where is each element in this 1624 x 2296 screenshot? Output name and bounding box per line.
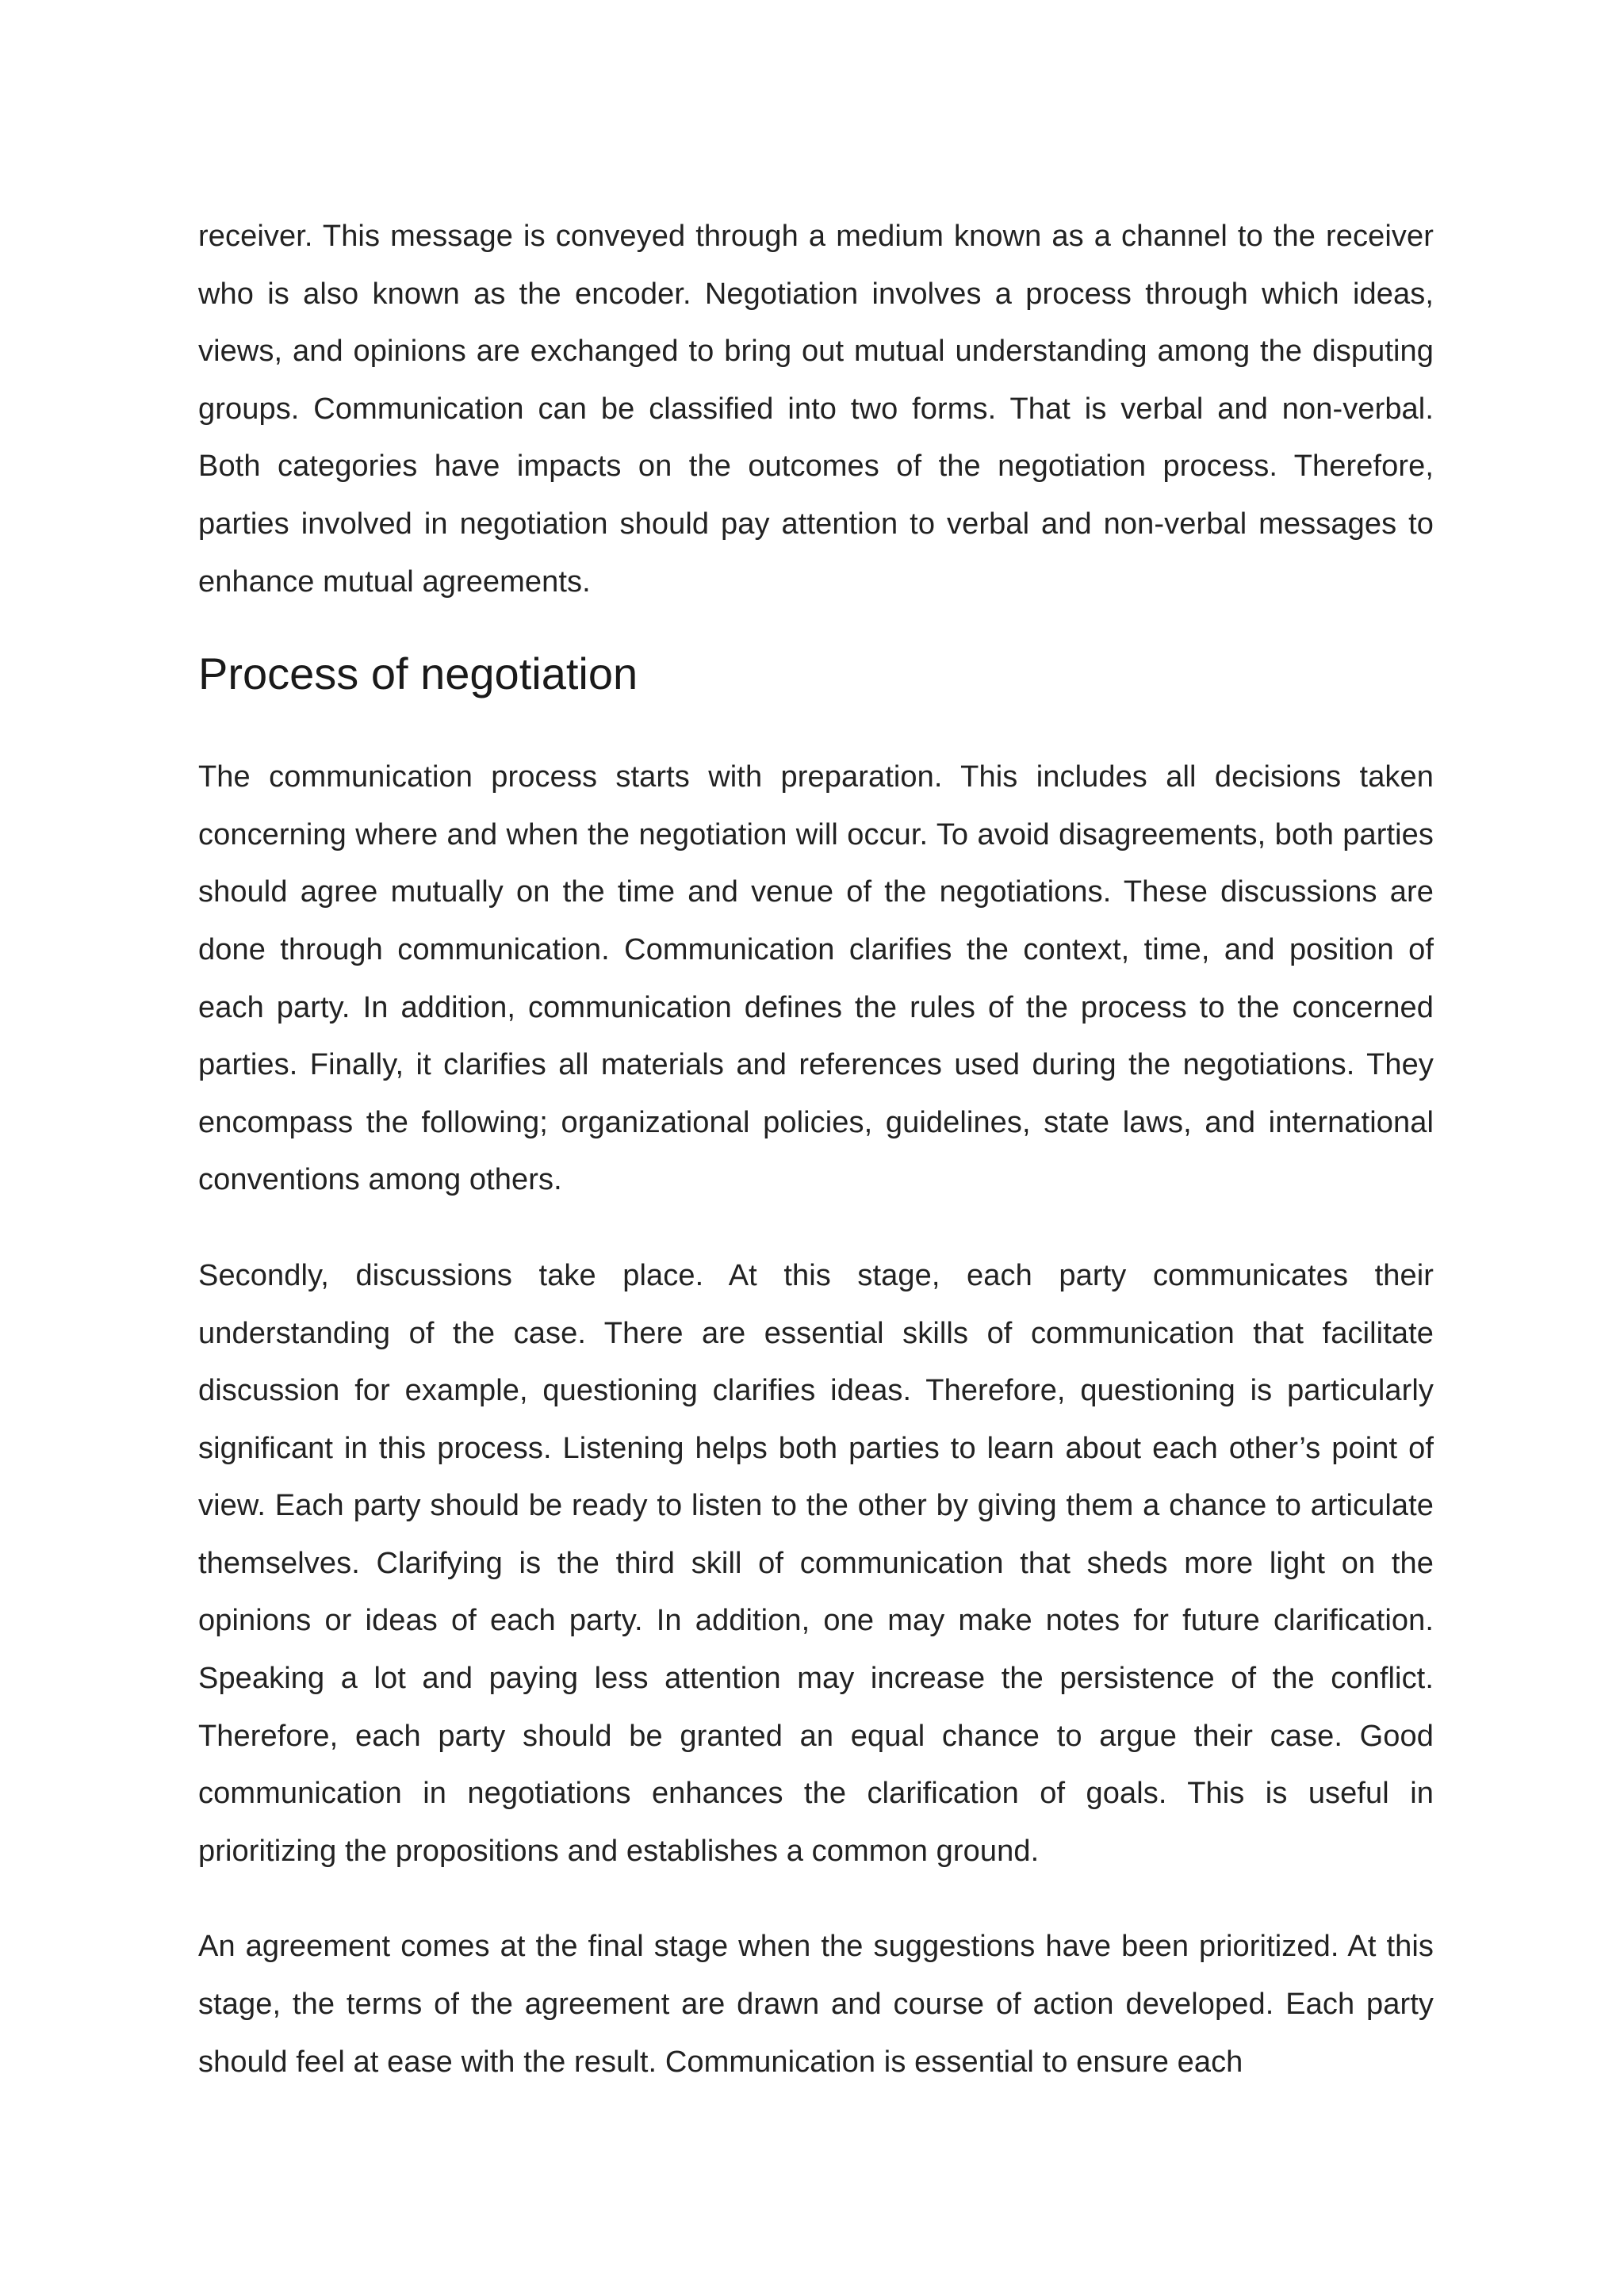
intro-paragraph: receiver. This message is conveyed through a medium known as a channel to the receiver who is also known as the encoder. Negotiation involves a process through which ideas, views, and opinions are exchanged to bring out mutual understanding among the disputing groups. Communication can be classified into two forms. That is verbal and non-verbal. Both categories have impacts on the outcomes of the negotiation process. Therefore, parties involved in negotiation should pay attention to verbal and non-verbal messages to enhance mutual agreements. [198, 220, 1434, 599]
paragraph-agreement: An agreement comes at the final stage when the suggestions have been prioritized. At this stage, the terms of the agreement are drawn and course of action developed. Each party should feel at ease with the result. Communication is essential to ensure each [198, 1930, 1434, 2079]
paragraph-discussions: Secondly, discussions take place. At this stage, each party communicates their understanding of the case. There are essential skills of communication that facilitate discussion for example, questioning clarifies ideas. Therefore, questioning is particularly significant in this process. Listening helps both parties to learn about each other’s point of view. Each party should be ready to listen to the other by giving them a chance to articulate themselves. Clarifying is the third skill of communication that sheds more light on the opinions or ideas of each party. In addition, one may make notes for future clarification. Speaking a lot and paying less attention may increase the persistence of the conflict. Therefore, each party should be granted an equal chance to argue their case. Good communication in negotiations enhances the clarification of goals. This is useful in prioritizing the propositions and establishes a common ground. [198, 1258, 1434, 1868]
document-body [198, 208, 1434, 2091]
paragraph-preparation: The communication process starts with preparation. This includes all decisions taken concerning where and when the negotiation will occur. To avoid disagreements, both parties should agree mutually on the time and venue of the negotiations. These discussions are done through communication. Communication clarifies the context, time, and position of each party. In addition, communication defines the rules of the process to the concerned parties. Finally, it clarifies all materials and references used during the negotiations. They encompass the following; organizational policies, guidelines, state laws, and international conventions among others. [198, 760, 1434, 1197]
section-heading: Process of negotiation [198, 649, 638, 699]
